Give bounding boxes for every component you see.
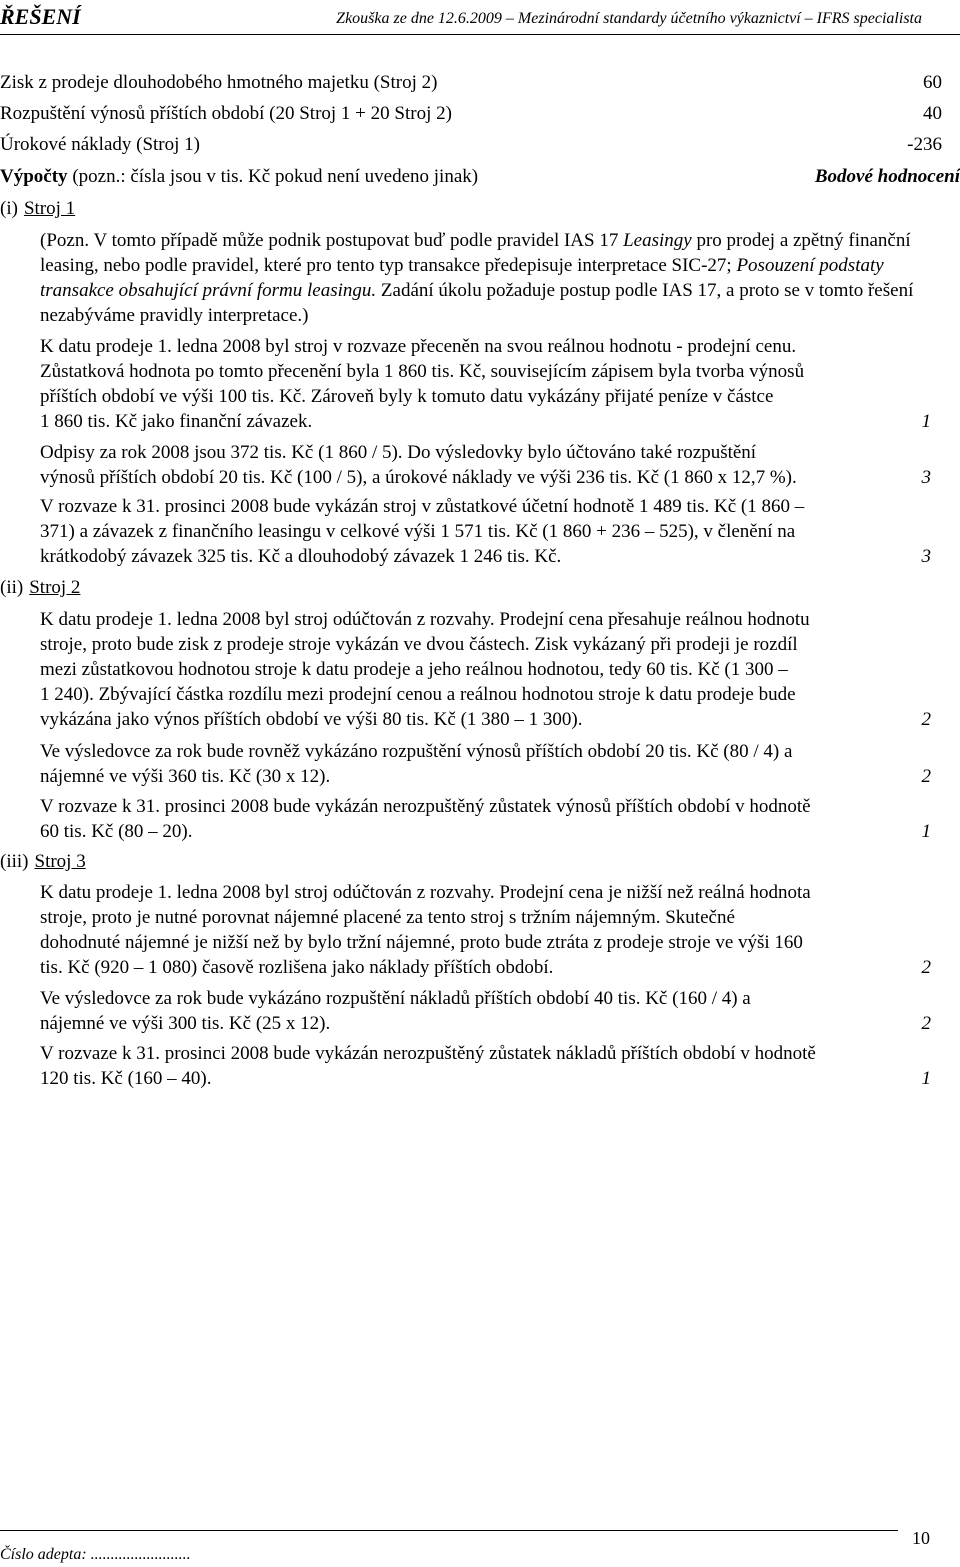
score-value: 2: [921, 957, 931, 978]
solution-paragraph: [40, 494, 935, 569]
page-number: 10: [912, 1528, 930, 1548]
section-number: (iii): [0, 851, 29, 872]
summary-row: [0, 132, 960, 157]
score-value: 3: [921, 467, 931, 488]
summary-label: Rozpuštění výnosů příštích období (20 Stroj 1 + 20 Stroj 2): [0, 103, 452, 124]
note-paragraph: (Pozn. V tomto případě může podnik postupovat buď podle pravidel IAS 17 Leasingy pro prodej a zpětný finanční leasing, nebo podle pravidel, které pro tento typ transakce předepisuje interpretace SIC-27; Posouzení podstaty transakce obsahující právní formu leasingu. Zadání úkolu požaduje postup podle IAS 17, a proto se v tomto řešení nezabýváme pravidly interpretace.): [40, 230, 914, 326]
section-name: Stroj 3: [34, 851, 86, 872]
paragraph-text: Odpisy za rok 2008 jsou 372 tis. Kč (1 860 / 5). Do výsledovky bylo účtováno také rozpuštění výnosů příštích období 20 tis. Kč (100 / 5), a úrokové náklady ve výši 236 tis. Kč (1 860 x 12,7 %).: [40, 442, 797, 488]
summary-row: [0, 70, 960, 95]
calculations-heading-note: (pozn.: čísla jsou v tis. Kč pokud není uvedeno jinak): [67, 166, 479, 187]
score-value: 1: [921, 821, 931, 842]
paragraph-text: K datu prodeje 1. ledna 2008 byl stroj v rozvaze přeceněn na svou reálnou hodnotu - prodejní cenu. Zůstatková hodnota po tomto přecenění byla 1 860 tis. Kč, souvisejícím zápisem byla tvorba výnosů příštích období ve výši 100 tis. Kč. Zároveň byly k tomuto datu vykázány přijaté peníze v částce 1 860 tis. Kč jako finanční závazek.: [40, 336, 805, 432]
summary-row: [0, 101, 960, 126]
score-value: 2: [921, 1013, 931, 1034]
summary-value: 40: [923, 103, 942, 124]
page-header: [0, 0, 960, 34]
section-name: Stroj 1: [23, 198, 76, 219]
footer-rule: [0, 1530, 898, 1531]
header-subtitle: Zkouška ze dne 12.6.2009 – Mezinárodní standardy účetního výkaznictví – IFRS specialista: [336, 10, 922, 27]
solution-paragraph: [40, 739, 935, 789]
solution-paragraph: [40, 440, 935, 490]
paragraph-text: Ve výsledovce za rok bude vykázáno rozpuštění nákladů příštích období 40 tis. Kč (160 / 4) a nájemné ve výši 300 tis. Kč (25 x 12).: [40, 988, 751, 1034]
paragraph-text: V rozvaze k 31. prosinci 2008 bude vykázán nerozpuštěný zůstatek výnosů příštích období v hodnotě 60 tis. Kč (80 – 20).: [40, 796, 811, 842]
solution-paragraph: [40, 794, 935, 844]
paragraph-text: V rozvaze k 31. prosinci 2008 bude vykázán stroj v zůstatkové účetní hodnotě 1 489 tis. Kč (1 860 – 371) a závazek z finančního leasingu v celkové výši 1 571 tis. Kč (1 860 + 236 – 525), v členění na krátkodobý závazek 325 tis. Kč a dlouhodobý závazek 1 246 tis. Kč.: [40, 496, 805, 567]
score-value: 3: [921, 546, 931, 567]
solution-paragraph: [40, 1041, 935, 1091]
calculations-heading: [0, 164, 960, 189]
section-name: Stroj 2: [29, 577, 81, 598]
section-heading-stroj-2: [0, 575, 80, 600]
section-number: (i): [0, 198, 18, 219]
summary-value: 60: [923, 72, 942, 93]
paragraph-text: V rozvaze k 31. prosinci 2008 bude vykázán nerozpuštěný zůstatek nákladů příštích období v hodnotě 120 tis. Kč (160 – 40).: [40, 1043, 816, 1089]
page-footer: [0, 1508, 960, 1567]
section-number: (ii): [0, 577, 24, 598]
section-heading-stroj-3: [0, 849, 86, 874]
section-heading-stroj-1: [0, 196, 75, 221]
header-rule: [0, 34, 960, 35]
solution-paragraph: [40, 607, 935, 732]
paragraph-text: K datu prodeje 1. ledna 2008 byl stroj odúčtován z rozvahy. Prodejní cena přesahuje reálnou hodnotu stroje, proto bude zisk z prodeje stroje vykázán ve dvou částech. Zisk vykázaný při prodeji je rozdíl mezi zůstatkovou hodnotou stroje k datu prodeje a jeho reálnou hodnotou, tedy 60 tis. Kč (1 300 – 1 240). Zbývající částka rozdílu mezi prodejní cenou a reálnou hodnotou stroje k datu prodeje bude vykázána jako výnos příštích období ve výši 80 tis. Kč (1 380 – 1 300).: [40, 609, 810, 730]
header-title: ŘEŠENÍ: [0, 4, 81, 29]
score-value: 2: [921, 709, 931, 730]
score-value: 2: [921, 766, 931, 787]
score-value: 1: [921, 1068, 931, 1089]
score-column-heading: Bodové hodnocení: [814, 166, 960, 187]
calculations-heading-bold: Výpočty: [0, 166, 68, 187]
solution-paragraph: [40, 986, 935, 1036]
summary-label: Úrokové náklady (Stroj 1): [0, 134, 200, 155]
summary-value: -236: [907, 134, 942, 155]
paragraph-text: K datu prodeje 1. ledna 2008 byl stroj odúčtován z rozvahy. Prodejní cena je nižší než reálná hodnota stroje, proto je nutné porovnat nájemné placené za tento stroj s tržním nájemným. Skutečné dohodnuté nájemné je nižší než by bylo tržní nájemné, proto bude ztráta z prodeje stroje ve výši 160 tis. Kč (920 – 1 080) časově rozlišena jako náklady příštích období.: [40, 882, 811, 978]
solution-paragraph: [40, 334, 935, 434]
paragraph-text: Ve výsledovce za rok bude rovněž vykázáno rozpuštění výnosů příštích období 20 tis. Kč (80 / 4) a nájemné ve výši 360 tis. Kč (30 x 12).: [40, 741, 793, 787]
score-value: 1: [921, 411, 931, 432]
solution-paragraph: [40, 880, 935, 980]
summary-label: Zisk z prodeje dlouhodobého hmotného majetku (Stroj 2): [0, 72, 438, 93]
candidate-number-field: Číslo adepta: .........................: [0, 1546, 191, 1563]
